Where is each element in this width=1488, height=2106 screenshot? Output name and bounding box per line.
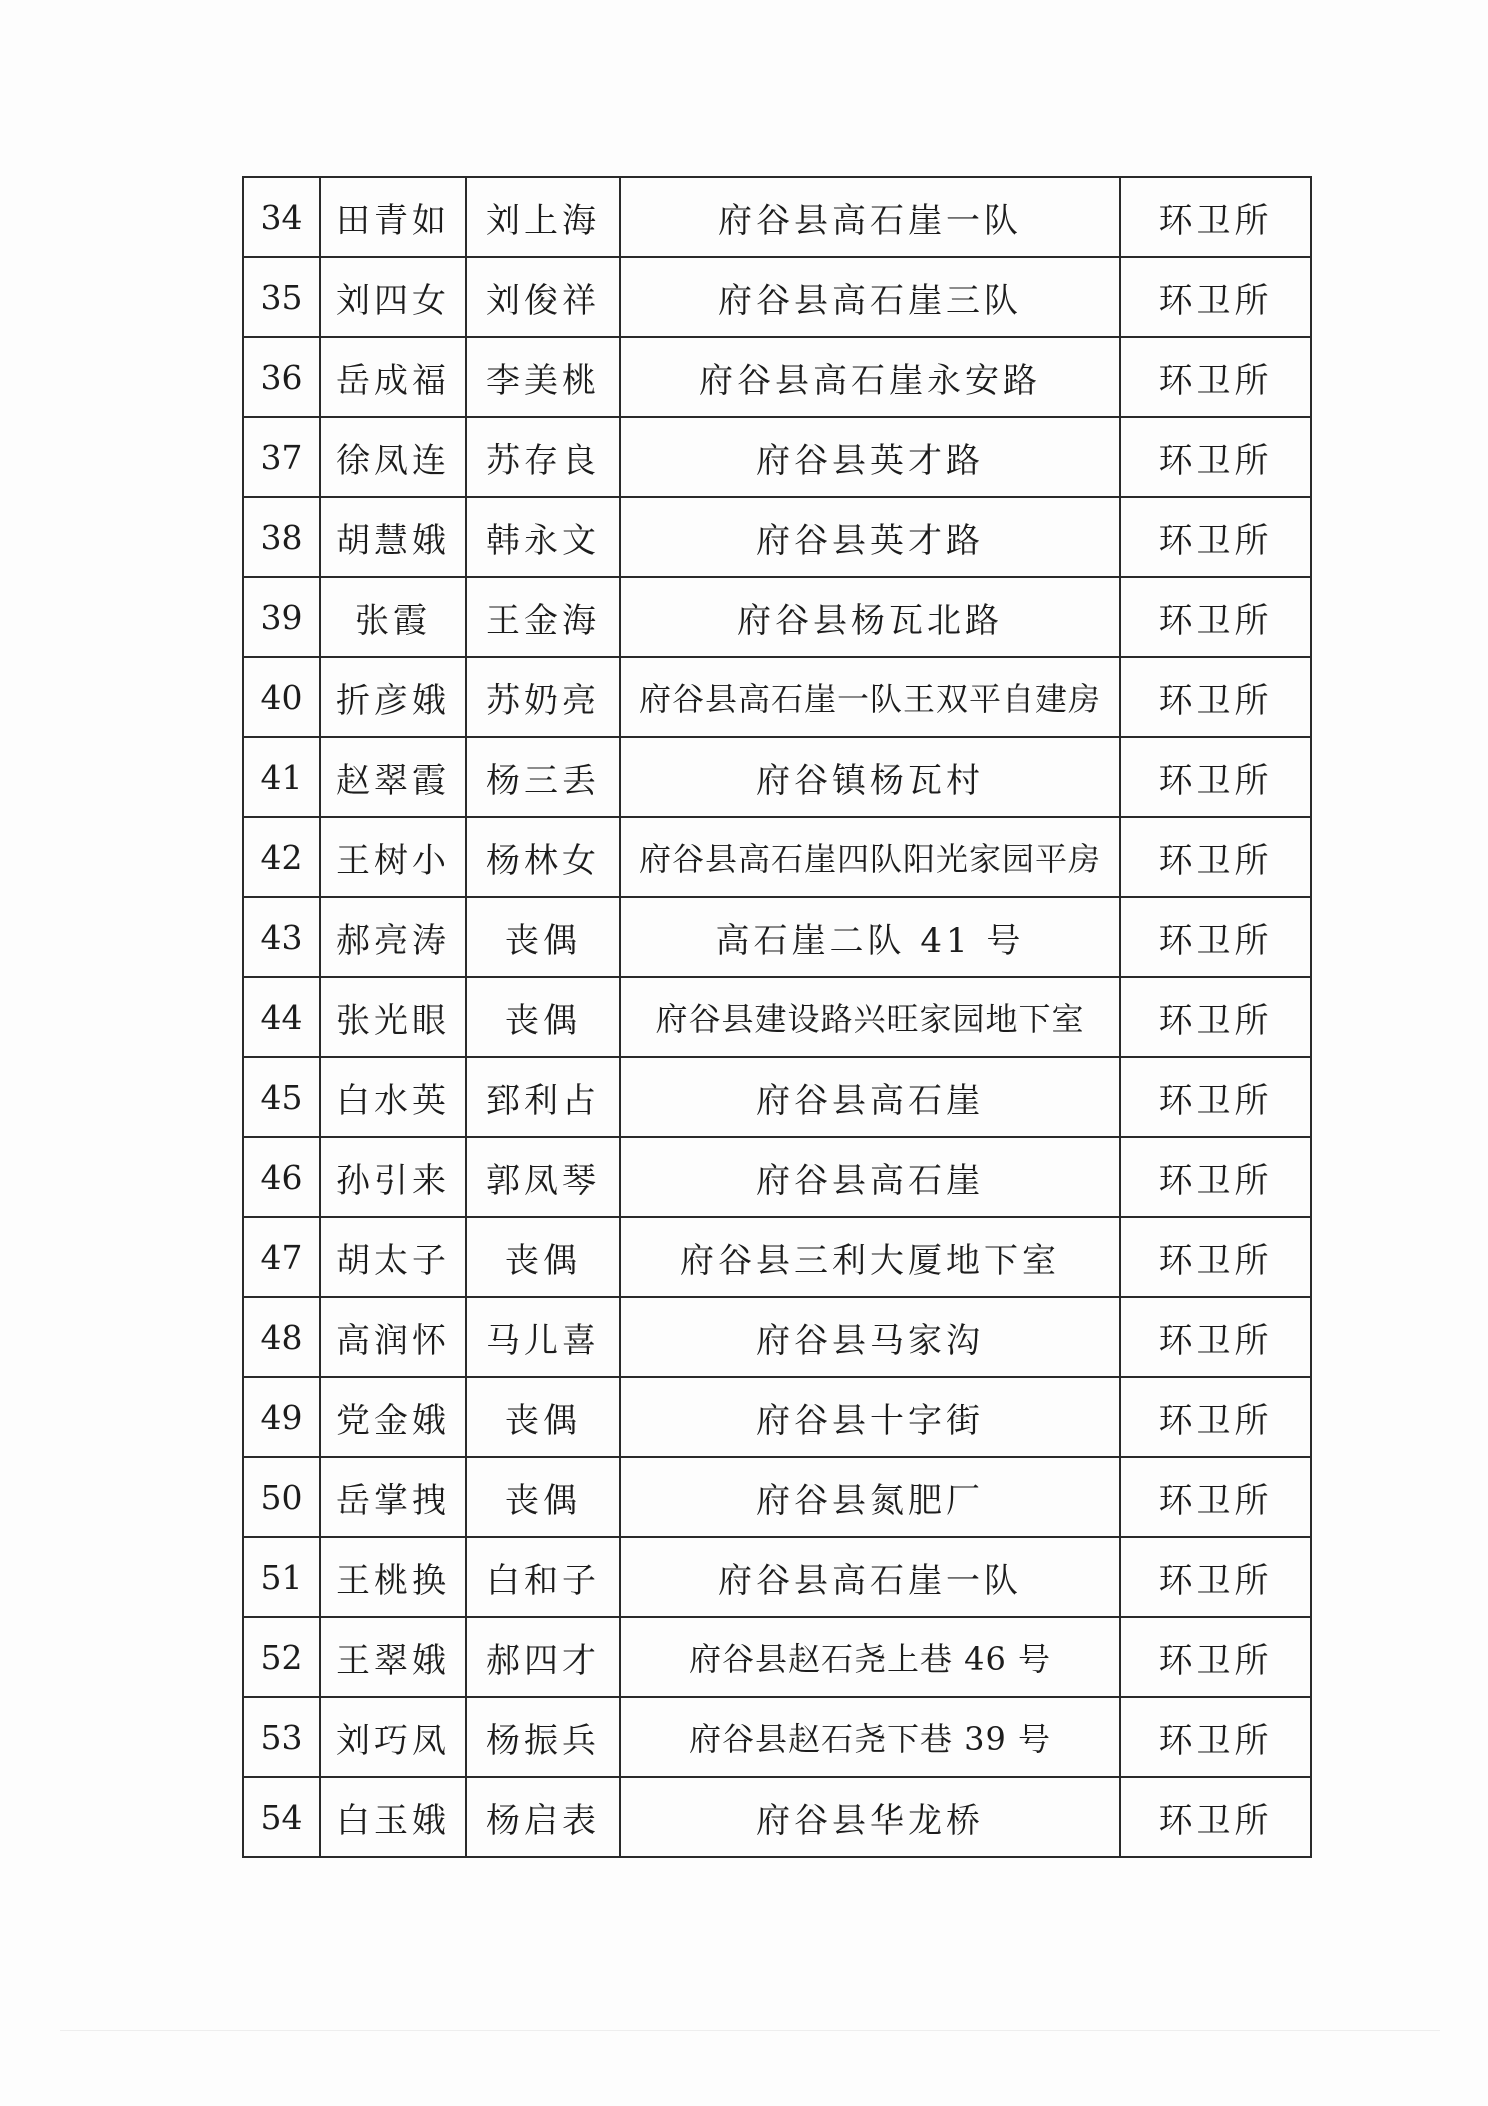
- row-number-cell: 39: [243, 577, 320, 657]
- row-number-cell: 41: [243, 737, 320, 817]
- work-unit-cell: 环卫所: [1120, 657, 1311, 737]
- work-unit-cell: 环卫所: [1120, 897, 1311, 977]
- address-cell: 府谷县高石崖永安路: [620, 337, 1120, 417]
- work-unit-cell: 环卫所: [1120, 1377, 1311, 1457]
- address-cell: 府谷县马家沟: [620, 1297, 1120, 1377]
- spouse-name-cell: 丧偶: [466, 977, 620, 1057]
- work-unit-cell: 环卫所: [1120, 1137, 1311, 1217]
- address-cell: 府谷县高石崖四队阳光家园平房: [620, 817, 1120, 897]
- row-number-cell: 35: [243, 257, 320, 337]
- row-number-cell: 52: [243, 1617, 320, 1697]
- address-cell: 府谷县华龙桥: [620, 1777, 1120, 1857]
- spouse-name-cell: 丧偶: [466, 1377, 620, 1457]
- person-name-cell: 刘巧凤: [320, 1697, 466, 1777]
- person-name-cell: 张霞: [320, 577, 466, 657]
- person-name-cell: 王树小: [320, 817, 466, 897]
- address-cell: 府谷镇杨瓦村: [620, 737, 1120, 817]
- person-name-cell: 王桃换: [320, 1537, 466, 1617]
- address-cell: 府谷县英才路: [620, 497, 1120, 577]
- table-row: [243, 1057, 1311, 1137]
- spouse-name-cell: 王金海: [466, 577, 620, 657]
- table-row: [243, 737, 1311, 817]
- work-unit-cell: 环卫所: [1120, 497, 1311, 577]
- person-name-cell: 高润怀: [320, 1297, 466, 1377]
- spouse-name-cell: 刘上海: [466, 177, 620, 257]
- table-row: [243, 817, 1311, 897]
- row-number-cell: 46: [243, 1137, 320, 1217]
- work-unit-cell: 环卫所: [1120, 177, 1311, 257]
- work-unit-cell: 环卫所: [1120, 977, 1311, 1057]
- work-unit-cell: 环卫所: [1120, 257, 1311, 337]
- work-unit-cell: 环卫所: [1120, 1457, 1311, 1537]
- table-row: [243, 1537, 1311, 1617]
- work-unit-cell: 环卫所: [1120, 1697, 1311, 1777]
- address-cell: 府谷县氮肥厂: [620, 1457, 1120, 1537]
- person-name-cell: 赵翠霞: [320, 737, 466, 817]
- spouse-name-cell: 郭凤琴: [466, 1137, 620, 1217]
- table-row: [243, 1217, 1311, 1297]
- address-cell: 府谷县赵石尧上巷 46 号: [620, 1617, 1120, 1697]
- work-unit-cell: 环卫所: [1120, 1057, 1311, 1137]
- spouse-name-cell: 丧偶: [466, 1217, 620, 1297]
- spouse-name-cell: 白和子: [466, 1537, 620, 1617]
- work-unit-cell: 环卫所: [1120, 577, 1311, 657]
- work-unit-cell: 环卫所: [1120, 737, 1311, 817]
- row-number-cell: 42: [243, 817, 320, 897]
- address-cell: 府谷县高石崖: [620, 1137, 1120, 1217]
- row-number-cell: 44: [243, 977, 320, 1057]
- address-cell: 府谷县建设路兴旺家园地下室: [620, 977, 1120, 1057]
- row-number-cell: 47: [243, 1217, 320, 1297]
- work-unit-cell: 环卫所: [1120, 417, 1311, 497]
- table-row: [243, 1777, 1311, 1857]
- address-cell: 府谷县高石崖一队王双平自建房: [620, 657, 1120, 737]
- table-row: [243, 1697, 1311, 1777]
- table-row: [243, 577, 1311, 657]
- row-number-cell: 49: [243, 1377, 320, 1457]
- work-unit-cell: 环卫所: [1120, 1537, 1311, 1617]
- person-name-cell: 张光眼: [320, 977, 466, 1057]
- person-name-cell: 白玉娥: [320, 1777, 466, 1857]
- spouse-name-cell: 丧偶: [466, 1457, 620, 1537]
- person-name-cell: 郝亮涛: [320, 897, 466, 977]
- person-name-cell: 田青如: [320, 177, 466, 257]
- person-name-cell: 白水英: [320, 1057, 466, 1137]
- person-name-cell: 刘四女: [320, 257, 466, 337]
- row-number-cell: 51: [243, 1537, 320, 1617]
- table-row: [243, 497, 1311, 577]
- row-number-cell: 43: [243, 897, 320, 977]
- page-edge-line: [60, 2030, 1440, 2031]
- person-name-cell: 折彦娥: [320, 657, 466, 737]
- spouse-name-cell: 李美桃: [466, 337, 620, 417]
- work-unit-cell: 环卫所: [1120, 817, 1311, 897]
- table-row: [243, 337, 1311, 417]
- table-row: [243, 1377, 1311, 1457]
- row-number-cell: 54: [243, 1777, 320, 1857]
- spouse-name-cell: 杨启表: [466, 1777, 620, 1857]
- address-cell: 府谷县三利大厦地下室: [620, 1217, 1120, 1297]
- spouse-name-cell: 郅利占: [466, 1057, 620, 1137]
- spouse-name-cell: 杨振兵: [466, 1697, 620, 1777]
- spouse-name-cell: 杨三丢: [466, 737, 620, 817]
- address-cell: 府谷县英才路: [620, 417, 1120, 497]
- work-unit-cell: 环卫所: [1120, 337, 1311, 417]
- address-cell: 府谷县高石崖一队: [620, 1537, 1120, 1617]
- table-row: [243, 977, 1311, 1057]
- address-cell: 府谷县高石崖三队: [620, 257, 1120, 337]
- table-row: [243, 657, 1311, 737]
- spouse-name-cell: 郝四才: [466, 1617, 620, 1697]
- person-name-cell: 孙引来: [320, 1137, 466, 1217]
- spouse-name-cell: 丧偶: [466, 897, 620, 977]
- person-name-cell: 岳掌拽: [320, 1457, 466, 1537]
- row-number-cell: 36: [243, 337, 320, 417]
- work-unit-cell: 环卫所: [1120, 1217, 1311, 1297]
- address-cell: 府谷县杨瓦北路: [620, 577, 1120, 657]
- person-name-cell: 胡慧娥: [320, 497, 466, 577]
- table-row: [243, 1617, 1311, 1697]
- row-number-cell: 37: [243, 417, 320, 497]
- spouse-name-cell: 杨林女: [466, 817, 620, 897]
- work-unit-cell: 环卫所: [1120, 1777, 1311, 1857]
- row-number-cell: 40: [243, 657, 320, 737]
- spouse-name-cell: 刘俊祥: [466, 257, 620, 337]
- table-row: [243, 1297, 1311, 1377]
- spouse-name-cell: 苏奶亮: [466, 657, 620, 737]
- table-row: [243, 897, 1311, 977]
- person-name-cell: 岳成福: [320, 337, 466, 417]
- row-number-cell: 45: [243, 1057, 320, 1137]
- table-row: [243, 1457, 1311, 1537]
- row-number-cell: 48: [243, 1297, 320, 1377]
- person-name-cell: 徐凤连: [320, 417, 466, 497]
- spouse-name-cell: 马儿喜: [466, 1297, 620, 1377]
- spouse-name-cell: 苏存良: [466, 417, 620, 497]
- row-number-cell: 53: [243, 1697, 320, 1777]
- address-cell: 高石崖二队 41 号: [620, 897, 1120, 977]
- person-name-cell: 王翠娥: [320, 1617, 466, 1697]
- person-name-cell: 胡太子: [320, 1217, 466, 1297]
- row-number-cell: 50: [243, 1457, 320, 1537]
- roster-table-body: [243, 177, 1311, 1857]
- work-unit-cell: 环卫所: [1120, 1297, 1311, 1377]
- table-row: [243, 177, 1311, 257]
- address-cell: 府谷县赵石尧下巷 39 号: [620, 1697, 1120, 1777]
- spouse-name-cell: 韩永文: [466, 497, 620, 577]
- work-unit-cell: 环卫所: [1120, 1617, 1311, 1697]
- address-cell: 府谷县十字街: [620, 1377, 1120, 1457]
- person-name-cell: 党金娥: [320, 1377, 466, 1457]
- table-row: [243, 257, 1311, 337]
- address-cell: 府谷县高石崖一队: [620, 177, 1120, 257]
- table-row: [243, 417, 1311, 497]
- address-cell: 府谷县高石崖: [620, 1057, 1120, 1137]
- row-number-cell: 34: [243, 177, 320, 257]
- table-row: [243, 1137, 1311, 1217]
- row-number-cell: 38: [243, 497, 320, 577]
- roster-table: [242, 176, 1312, 1858]
